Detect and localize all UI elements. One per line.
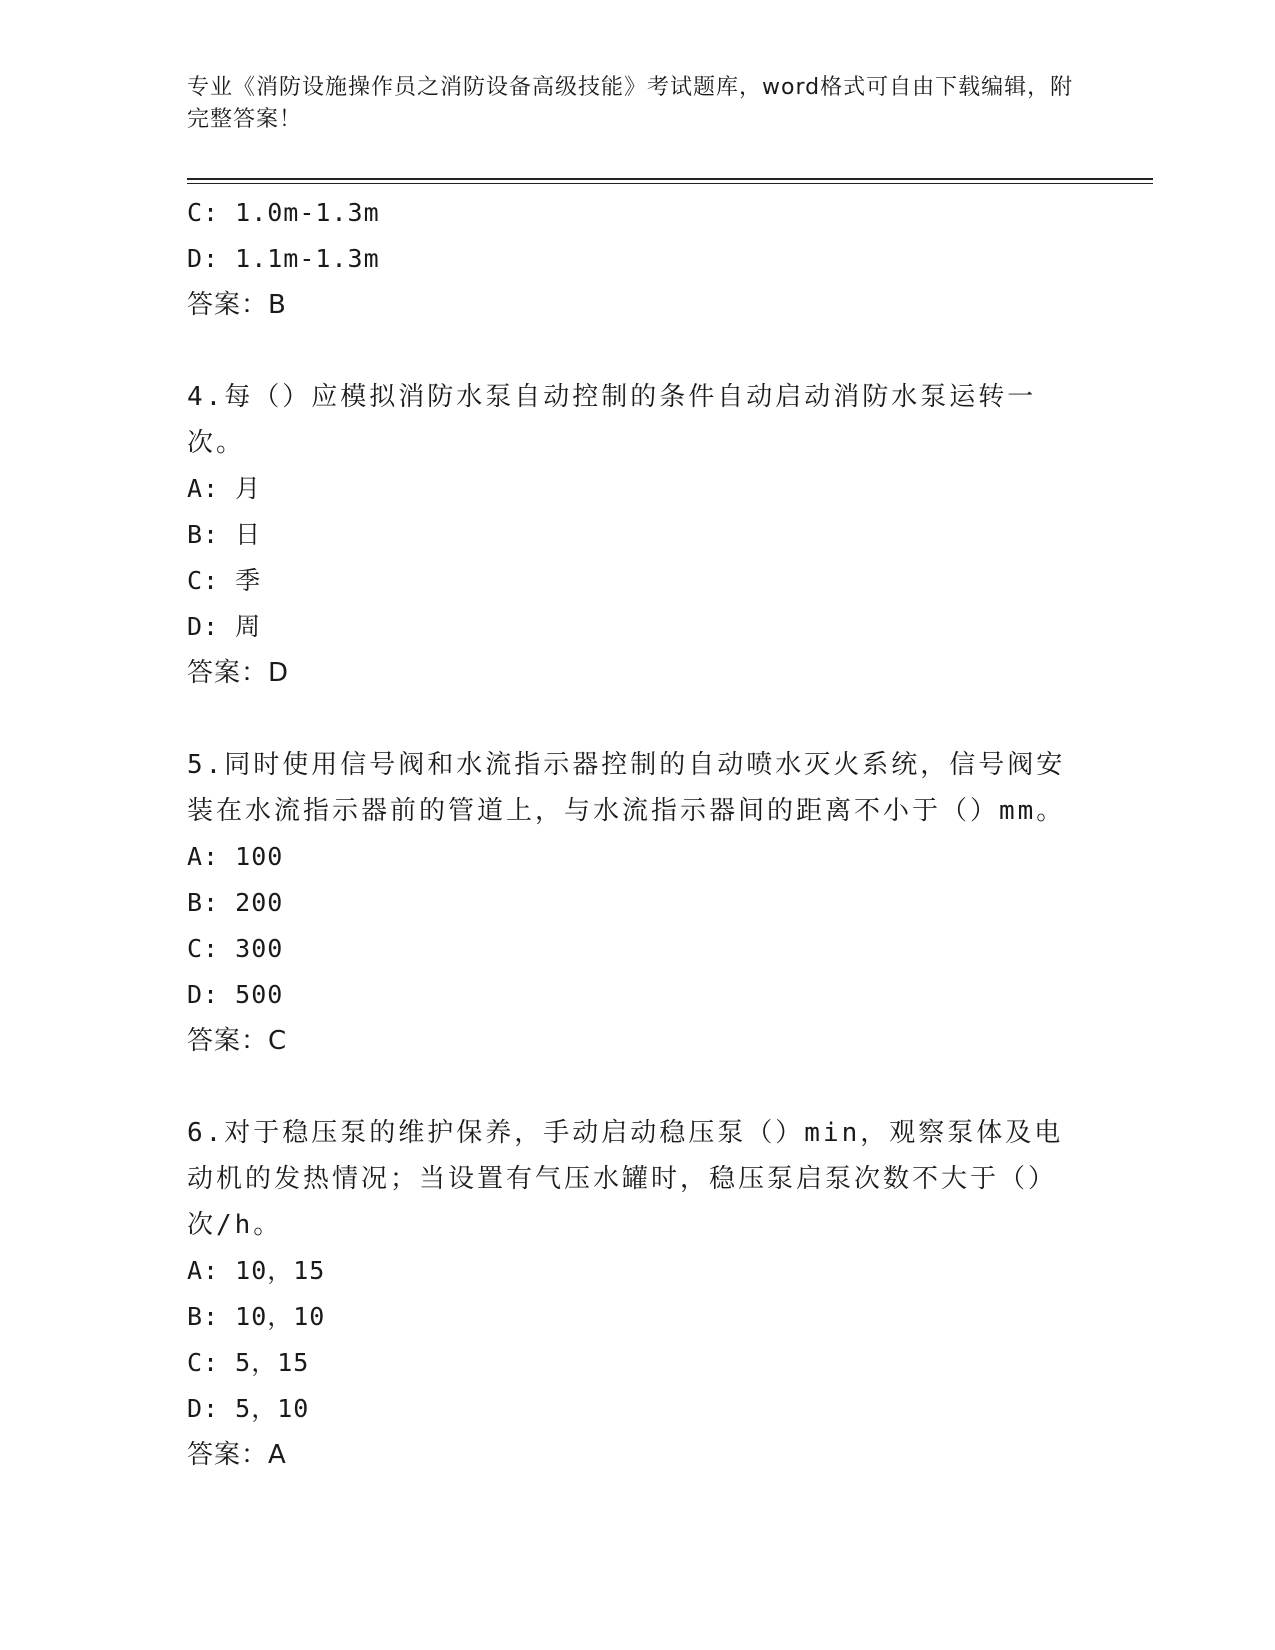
- option-a: A: 月: [187, 474, 262, 503]
- question-5: [187, 742, 1087, 1064]
- question-list: [187, 190, 1087, 1478]
- option-d: D: 1.1m-1.3m: [187, 244, 380, 273]
- option-c: C: 季: [187, 566, 262, 595]
- question-text: 5.同时使用信号阀和水流指示器控制的自动喷水灭火系统，信号阀安装在水流指示器前的管道上，与水流指示器间的距离不小于（）mm。: [187, 750, 1066, 826]
- option-d: D: 500: [187, 980, 284, 1009]
- question-text: 4.每（）应模拟消防水泵自动控制的条件自动启动消防水泵运转一次。: [187, 382, 1037, 458]
- answer-line: 答案：D: [187, 658, 290, 688]
- answer-line: 答案：B: [187, 290, 287, 320]
- option-b: B: 200: [187, 888, 284, 917]
- header-divider-thin: [187, 183, 1153, 184]
- option-a: A: 10，15: [187, 1256, 326, 1285]
- question-6: [187, 1110, 1087, 1478]
- option-c: C: 5，15: [187, 1348, 310, 1377]
- option-a: A: 100: [187, 842, 284, 871]
- answer-line: 答案：A: [187, 1440, 287, 1470]
- continued-question: [187, 190, 1087, 328]
- option-d: D: 周: [187, 612, 262, 641]
- question-text: 6.对于稳压泵的维护保养，手动启动稳压泵（）min，观察泵体及电动机的发热情况；当设置有气压水罐时，稳压泵启泵次数不大于（）次/h。: [187, 1118, 1064, 1240]
- question-4: [187, 374, 1087, 696]
- option-c: C: 1.0m-1.3m: [187, 198, 380, 227]
- option-d: D: 5，10: [187, 1394, 310, 1423]
- header-divider: [187, 178, 1153, 180]
- page-header: 专业《消防设施操作员之消防设备高级技能》考试题库，word格式可自由下载编辑，附完整答案！: [187, 75, 1074, 132]
- answer-line: 答案：C: [187, 1026, 288, 1056]
- option-b: B: 日: [187, 520, 262, 549]
- option-c: C: 300: [187, 934, 284, 963]
- option-b: B: 10，10: [187, 1302, 326, 1331]
